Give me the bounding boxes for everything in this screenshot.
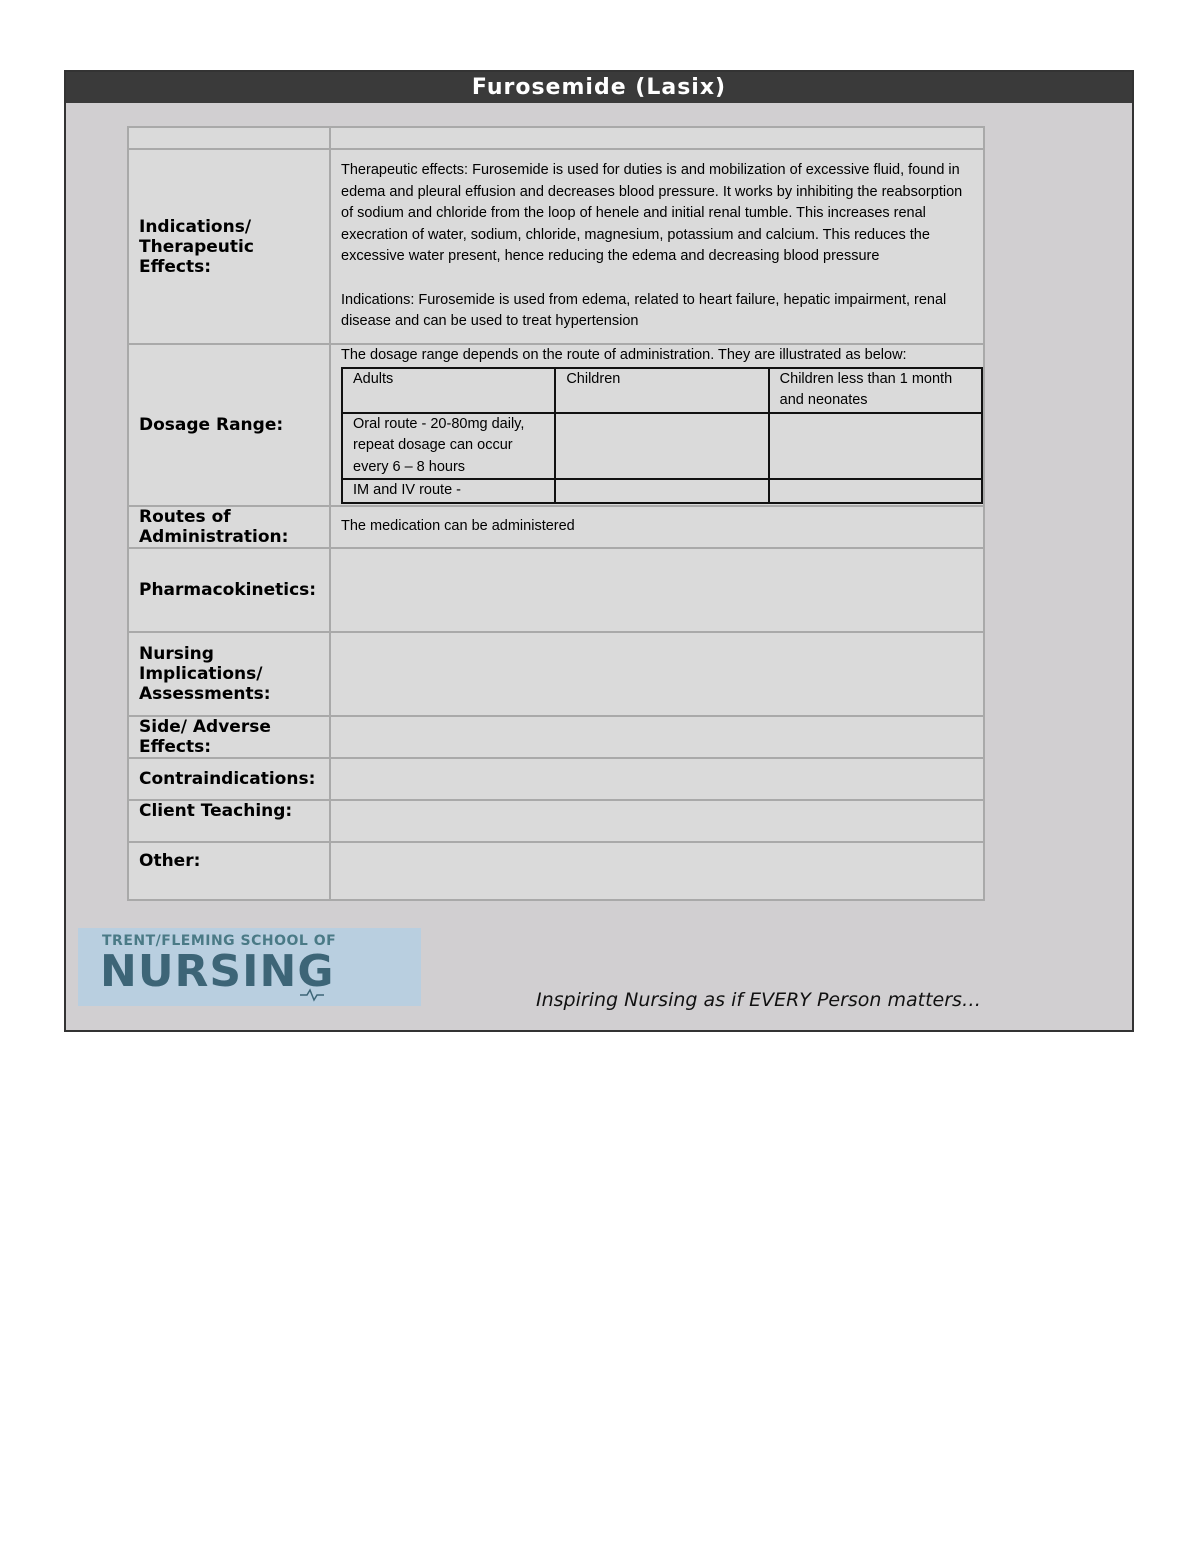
school-logo [78,928,421,1006]
pharmacokinetics-row [128,548,984,632]
contraindications-value [330,758,984,800]
dosage-header-children: Children [555,368,768,413]
header-cell-empty [330,127,984,149]
indications-text: Indications: Furosemide is used from edema, related to heart failure, hepatic impairment, renal disease and can be used to treat hypertension [341,291,947,330]
side-effects-label: Side/ Adverse Effects: [128,716,330,758]
client-teaching-value [330,800,984,842]
client-teaching-row [128,800,984,842]
oral-neonates-cell [769,413,982,480]
tagline: Inspiring Nursing as if EVERY Person matters… [536,989,981,1011]
nursing-row [128,632,984,716]
dosage-value [330,344,984,506]
side-effects-row [128,716,984,758]
other-label: Other: [128,842,330,900]
routes-label: Routes of Administration: [128,506,330,548]
client-teaching-label: Client Teaching: [128,800,330,842]
contraindications-label: Contraindications: [128,758,330,800]
nursing-label: Nursing Implications/ Assessments: [128,632,330,716]
dosage-iv-row [342,479,982,503]
oral-adults-cell: Oral route - 20-80mg daily, repeat dosage can occur every 6 – 8 hours [342,413,555,480]
heartbeat-icon [300,988,324,1002]
pharmacokinetics-label: Pharmacokinetics: [128,548,330,632]
nursing-value [330,632,984,716]
dosage-header-adults: Adults [342,368,555,413]
oral-children-cell [555,413,768,480]
iv-neonates-cell [769,479,982,503]
dosage-intro: The dosage range depends on the route of administration. They are illustrated as below: [341,347,907,363]
indications-row [128,149,984,344]
dosage-header-neonates: Children less than 1 month and neonates [769,368,982,413]
pharmacokinetics-value [330,548,984,632]
iv-adults-cell: IM and IV route - [342,479,555,503]
routes-row [128,506,984,548]
iv-children-cell [555,479,768,503]
drug-title: Furosemide (Lasix) [66,72,1132,103]
dosage-label: Dosage Range: [128,344,330,506]
drug-info-table [127,126,985,901]
indications-label: Indications/ Therapeutic Effects: [128,149,330,344]
therapeutic-effects-text: Therapeutic effects: Furosemide is used for duties is and mobilization of excessive fluid, found in edema and pleural effusion and decreases blood pressure. It works by inhibiting the reabsorption of sodium and chloride from the loop of henele and initial renal tumble. This increases renal execration of water, sodium, chloride, magnesium, potassium and calcium. This reduces the excessive water present, hence reducing the edema and decreasing blood pressure [341,162,963,265]
header-cell-empty [128,127,330,149]
logo-school-name: TRENT/FLEMING SCHOOL OF [102,933,337,949]
side-effects-value [330,716,984,758]
dosage-row [128,344,984,506]
table-header-row [128,127,984,149]
drug-card [64,70,1134,1032]
dosage-oral-row [342,413,982,480]
contraindications-row [128,758,984,800]
dosage-table [341,367,983,504]
routes-value: The medication can be administered [330,506,984,548]
other-value [330,842,984,900]
indications-value [330,149,984,344]
other-row [128,842,984,900]
logo-nursing-word: NURSING [100,946,335,997]
dosage-header-row [342,368,982,413]
